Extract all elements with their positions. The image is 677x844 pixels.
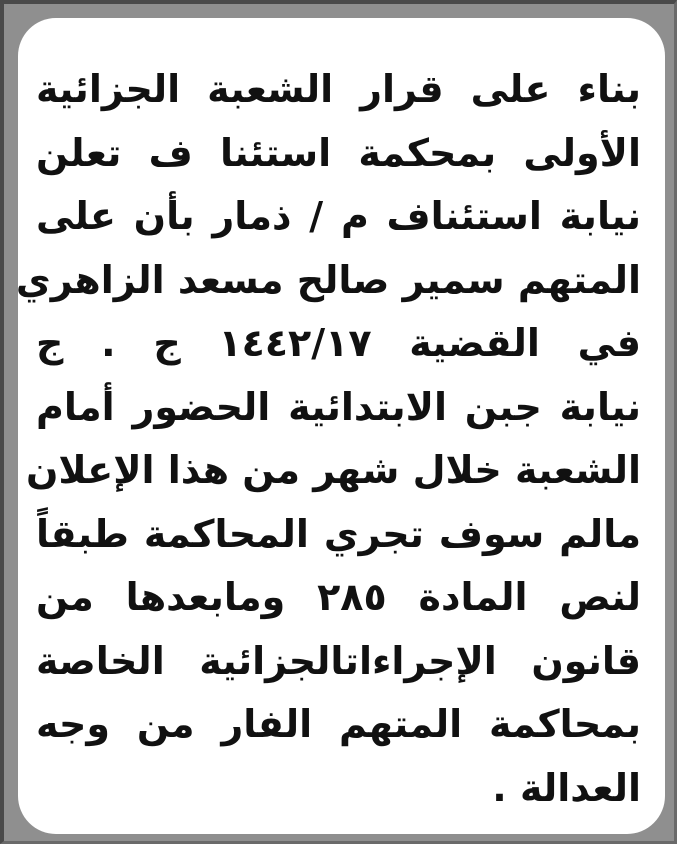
notice-line-9: لنص المادة ٢٨٥ ومابعدها من (36, 575, 641, 619)
notice-line-10: قانون الإجراءاتالجزائية الخاصة (36, 638, 641, 683)
notice-text (15, 58, 641, 820)
notice-line-2: الأولى بمحكمة استئنا ف تعلن (36, 130, 641, 175)
notice-line-12: العدالة . (492, 765, 641, 810)
notice-line-5: في القضية ١٤٤٢/١٧ ج . ج (36, 321, 641, 365)
notice-line-1: بناء على قرار الشعبة الجزائية (36, 67, 641, 111)
notice-line-11: بمحاكمة المتهم الفار من وجه (36, 702, 641, 746)
notice-line-4: المتهم سمير صالح مسعد الزاهري (15, 257, 641, 302)
notice-line-7: الشعبة خلال شهر من هذا الإعلان (25, 448, 641, 492)
notice-line-3: نيابة استئناف م / ذمار بأن على (36, 194, 641, 238)
notice-line-8: مالم سوف تجري المحاكمة طبقاً (36, 511, 641, 556)
notice-line-6: نيابة جبن الابتدائية الحضور أمام (36, 384, 641, 429)
